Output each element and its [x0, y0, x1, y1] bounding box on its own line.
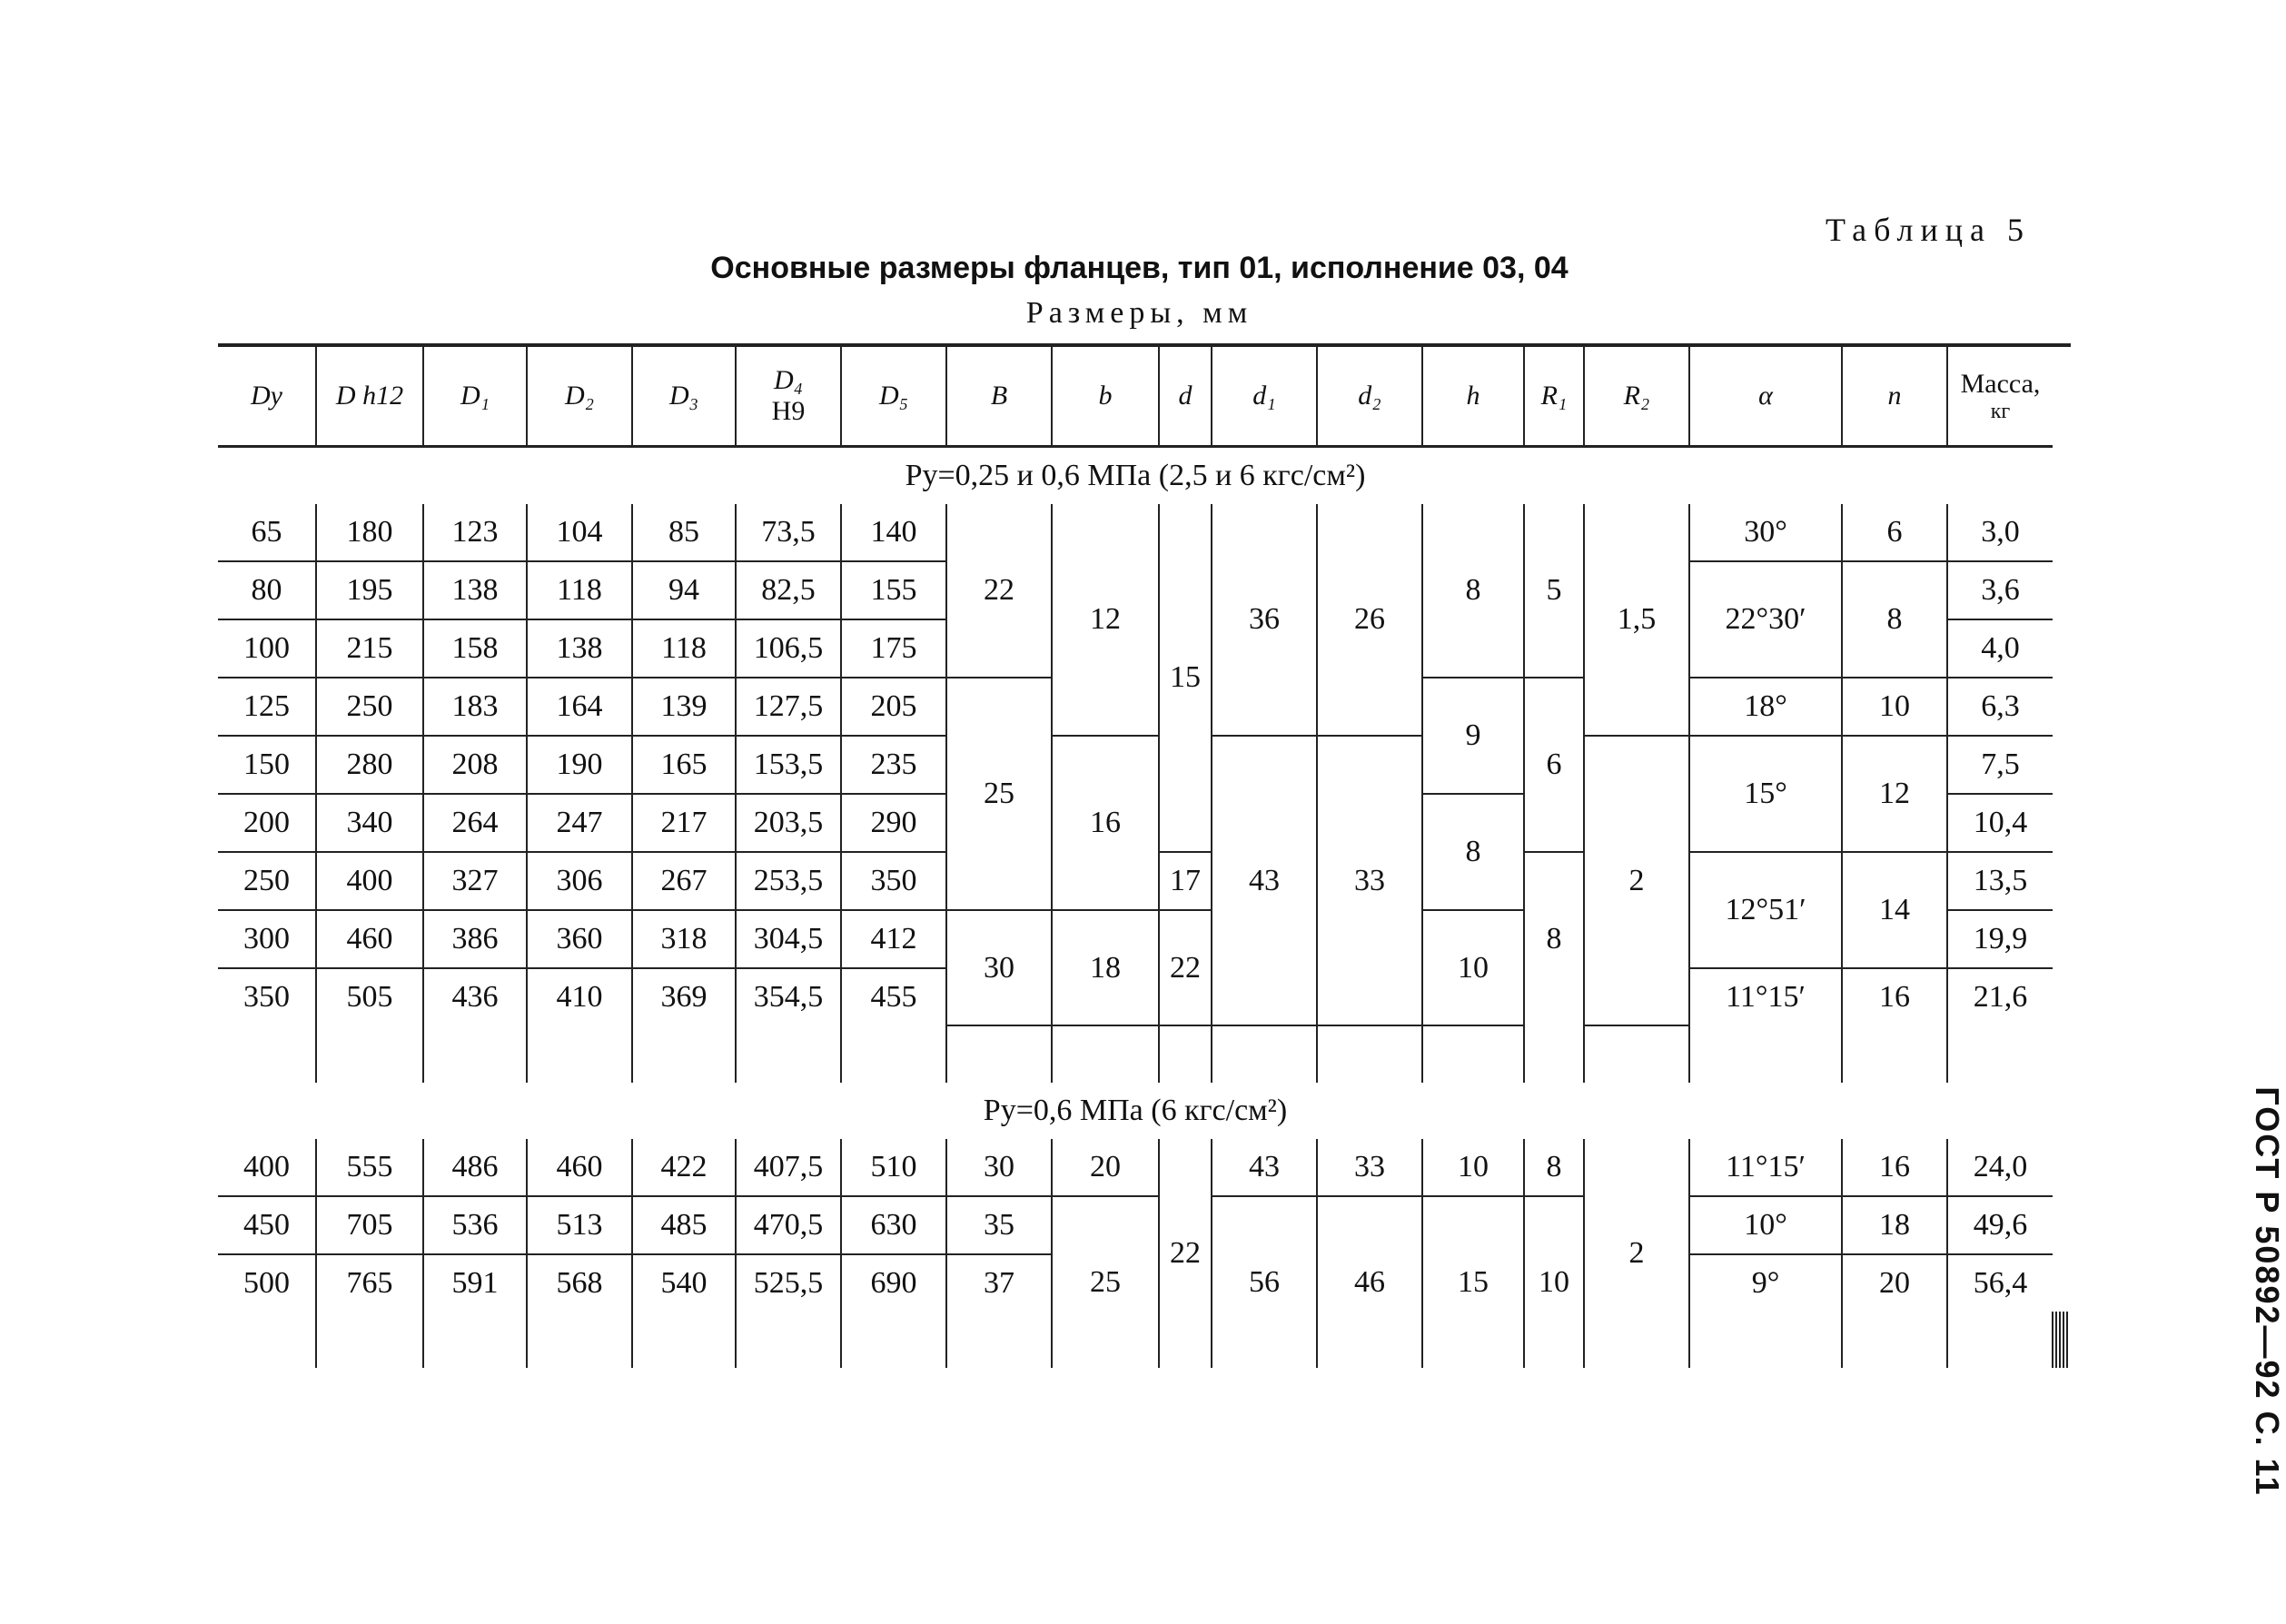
col-d3: D₃: [632, 345, 736, 447]
col-d4-tolerance: H9: [771, 396, 806, 426]
cell: 436: [423, 968, 527, 1025]
cell: 8: [1422, 794, 1524, 910]
cell: 460: [527, 1139, 632, 1196]
col-alpha: α: [1689, 345, 1842, 447]
cell: 11°15′: [1689, 968, 1842, 1025]
table-number: Таблица 5: [1826, 212, 2031, 248]
cell: 410: [527, 968, 632, 1025]
cell: 16: [1842, 1139, 1947, 1196]
cell: 765: [316, 1254, 423, 1312]
cell: 510: [841, 1139, 946, 1196]
cell: 127,5: [736, 678, 841, 736]
cell: 13,5: [1947, 852, 2053, 910]
cell: 17: [1159, 852, 1212, 910]
cell: 412: [841, 910, 946, 968]
cell: 247: [527, 794, 632, 852]
cell: 12°51′: [1689, 852, 1842, 968]
table-row: [218, 1196, 2071, 1254]
cell: 485: [632, 1196, 736, 1254]
cell: 158: [423, 619, 527, 678]
cell: 505: [316, 968, 423, 1025]
cell: 19,9: [1947, 910, 2053, 968]
cell: 100: [218, 619, 316, 678]
cell: 630: [841, 1196, 946, 1254]
cell: 20: [1052, 1139, 1159, 1196]
cell: 190: [527, 736, 632, 794]
cell: 10: [1422, 910, 1524, 1025]
table-caption: Основные размеры фланцев, тип 01, исполнение 03, 04: [710, 251, 1569, 285]
cell: 24,0: [1947, 1139, 2053, 1196]
cell: 20: [1842, 1254, 1947, 1312]
cell: 2: [1584, 1139, 1689, 1368]
col-d1: D₁: [423, 345, 527, 447]
cell: 10: [1422, 1139, 1524, 1196]
cell: 65: [218, 504, 316, 561]
cell: 165: [632, 736, 736, 794]
cell: 267: [632, 852, 736, 910]
cell: 43: [1212, 1139, 1317, 1196]
cell: 369: [632, 968, 736, 1025]
cell: 80: [218, 561, 316, 619]
cell: 354,5: [736, 968, 841, 1025]
cell: 22: [1159, 910, 1212, 1025]
cell: 22: [946, 504, 1052, 678]
cell: 7,5: [1947, 736, 2053, 794]
cell: 6: [1842, 504, 1947, 561]
section-heading-row: [218, 447, 2071, 505]
cell: 250: [218, 852, 316, 910]
cell: 3,0: [1947, 504, 2053, 561]
cell: 11°15′: [1689, 1139, 1842, 1196]
col-d5: D₅: [841, 345, 946, 447]
cell: 264: [423, 794, 527, 852]
cell: 22: [1159, 1139, 1212, 1368]
cell: 12: [1052, 504, 1159, 736]
cell: 138: [527, 619, 632, 678]
cell: 8: [1842, 561, 1947, 678]
cell: 15: [1159, 504, 1212, 852]
cell: 18°: [1689, 678, 1842, 736]
cell: 15: [1422, 1196, 1524, 1368]
cell: 513: [527, 1196, 632, 1254]
table-row: [218, 504, 2071, 561]
cell: 26: [1317, 504, 1422, 736]
cell: 568: [527, 1254, 632, 1312]
cell: 2: [1584, 736, 1689, 1025]
cell: 1,5: [1584, 504, 1689, 736]
cell: 175: [841, 619, 946, 678]
col-R2: R₂: [1584, 345, 1689, 447]
col-d-2: d₂: [1317, 345, 1422, 447]
header-row: [218, 345, 2071, 447]
cell: 10: [1842, 678, 1947, 736]
cell: 455: [841, 968, 946, 1025]
cell: 33: [1317, 736, 1422, 1025]
cell: 407,5: [736, 1139, 841, 1196]
cell: 153,5: [736, 736, 841, 794]
cell: 16: [1842, 968, 1947, 1025]
standard-page-label: ГОСТ Р 50892—92 С. 11: [2249, 1086, 2286, 1497]
cell: 118: [527, 561, 632, 619]
cell: 46: [1317, 1196, 1422, 1368]
cell: 400: [218, 1139, 316, 1196]
section-heading: Pу=0,6 МПа (6 кгс/см²): [983, 1094, 1288, 1127]
cell: 250: [316, 678, 423, 736]
cell: 15°: [1689, 736, 1842, 852]
cell: 290: [841, 794, 946, 852]
cell: 30°: [1689, 504, 1842, 561]
flange-dimensions-table: [218, 343, 2071, 1368]
cell: 215: [316, 619, 423, 678]
cell: 25: [1052, 1196, 1159, 1368]
col-d-h12: D h12: [316, 345, 423, 447]
col-dy: Dу: [218, 345, 316, 447]
cell: 6: [1524, 678, 1584, 852]
cell: 6,3: [1947, 678, 2053, 736]
cell: 33: [1317, 1139, 1422, 1196]
cell: 203,5: [736, 794, 841, 852]
cell: 350: [243, 980, 290, 1014]
cell: 470,5: [736, 1196, 841, 1254]
cell: 49,6: [1947, 1196, 2053, 1254]
cell: 10°: [1689, 1196, 1842, 1254]
cell: 486: [423, 1139, 527, 1196]
cell: 123: [423, 504, 527, 561]
cell: 25: [946, 678, 1052, 910]
cell: 350: [841, 852, 946, 910]
cell: 85: [632, 504, 736, 561]
col-n: n: [1842, 345, 1947, 447]
cell: 3,6: [1947, 561, 2053, 619]
cell: 22°30′: [1689, 561, 1842, 678]
cell: 43: [1212, 736, 1317, 1025]
cell: 150: [218, 736, 316, 794]
col-d-1: d₁: [1212, 345, 1317, 447]
cell: 450: [218, 1196, 316, 1254]
cell: 37: [946, 1254, 1052, 1312]
cell: 9: [1422, 678, 1524, 794]
cell: 12: [1842, 736, 1947, 852]
cell: 195: [316, 561, 423, 619]
cell: 360: [527, 910, 632, 968]
cell: 422: [632, 1139, 736, 1196]
cell: 140: [841, 504, 946, 561]
col-b: b: [1052, 345, 1159, 447]
cell: 56: [1212, 1196, 1317, 1368]
cell: 183: [423, 678, 527, 736]
cell: 8: [1524, 1139, 1584, 1196]
cell: 5: [1524, 504, 1584, 678]
cell: 4,0: [1947, 619, 2053, 678]
cell: 460: [316, 910, 423, 968]
cell: 14: [1842, 852, 1947, 968]
cell: 30: [946, 1139, 1052, 1196]
cell: 540: [632, 1254, 736, 1312]
cell: 118: [632, 619, 736, 678]
section-heading-row: [218, 1083, 2071, 1139]
cell: 10: [1524, 1196, 1584, 1368]
cell: 400: [316, 852, 423, 910]
cell: 217: [632, 794, 736, 852]
cell: 56,4: [1947, 1254, 2053, 1312]
cell: 304,5: [736, 910, 841, 968]
col-mass: [1947, 345, 2053, 447]
col-R1: R₁: [1524, 345, 1584, 447]
col-d4-label: D₄: [773, 365, 804, 395]
cell: 18: [1052, 910, 1159, 1025]
cell: 125: [218, 678, 316, 736]
col-d2: D₂: [527, 345, 632, 447]
cell: 164: [527, 678, 632, 736]
cell: 106,5: [736, 619, 841, 678]
cell: 10,4: [1947, 794, 2053, 852]
cell: 690: [841, 1254, 946, 1312]
cell: 35: [946, 1196, 1052, 1254]
cell: 8: [1524, 852, 1584, 1025]
cell: 139: [632, 678, 736, 736]
col-mass-unit: кг: [1990, 399, 2011, 423]
cell: 9°: [1689, 1254, 1842, 1312]
table-row: [218, 736, 2071, 794]
cell: 327: [423, 852, 527, 910]
col-h: h: [1422, 345, 1524, 447]
col-d4: [736, 345, 841, 447]
cell: 555: [316, 1139, 423, 1196]
cell: 253,5: [736, 852, 841, 910]
cell: 280: [316, 736, 423, 794]
cell: 180: [316, 504, 423, 561]
cell: 525,5: [736, 1254, 841, 1312]
cell: 306: [527, 852, 632, 910]
col-mass-label: Масса,: [1960, 368, 2041, 399]
cell: 82,5: [736, 561, 841, 619]
cell: 138: [423, 561, 527, 619]
cell: 104: [527, 504, 632, 561]
cell: 21,6: [1947, 968, 2053, 1025]
col-d: d: [1159, 345, 1212, 447]
cell: 340: [316, 794, 423, 852]
cell: 536: [423, 1196, 527, 1254]
cell: 705: [316, 1196, 423, 1254]
table-row: [218, 1139, 2071, 1196]
spacer-row: [218, 1025, 2071, 1083]
cell: 18: [1842, 1196, 1947, 1254]
cell: 208: [423, 736, 527, 794]
cell: 36: [1212, 504, 1317, 736]
cell: 8: [1422, 504, 1524, 678]
cell: 205: [841, 678, 946, 736]
cell: 300: [218, 910, 316, 968]
cell: 155: [841, 561, 946, 619]
cell: 318: [632, 910, 736, 968]
cell: 30: [946, 910, 1052, 1025]
cell: 94: [632, 561, 736, 619]
col-B: B: [946, 345, 1052, 447]
units-label: Размеры, мм: [1025, 296, 1253, 330]
cell: 73,5: [736, 504, 841, 561]
cell: 235: [841, 736, 946, 794]
cell: 200: [218, 794, 316, 852]
cell: 16: [1052, 736, 1159, 910]
cell: 386: [423, 910, 527, 968]
cell: 591: [423, 1254, 527, 1312]
section-heading: Pу=0,25 и 0,6 МПа (2,5 и 6 кгс/см²): [905, 459, 1366, 492]
cell: 500: [243, 1266, 290, 1300]
